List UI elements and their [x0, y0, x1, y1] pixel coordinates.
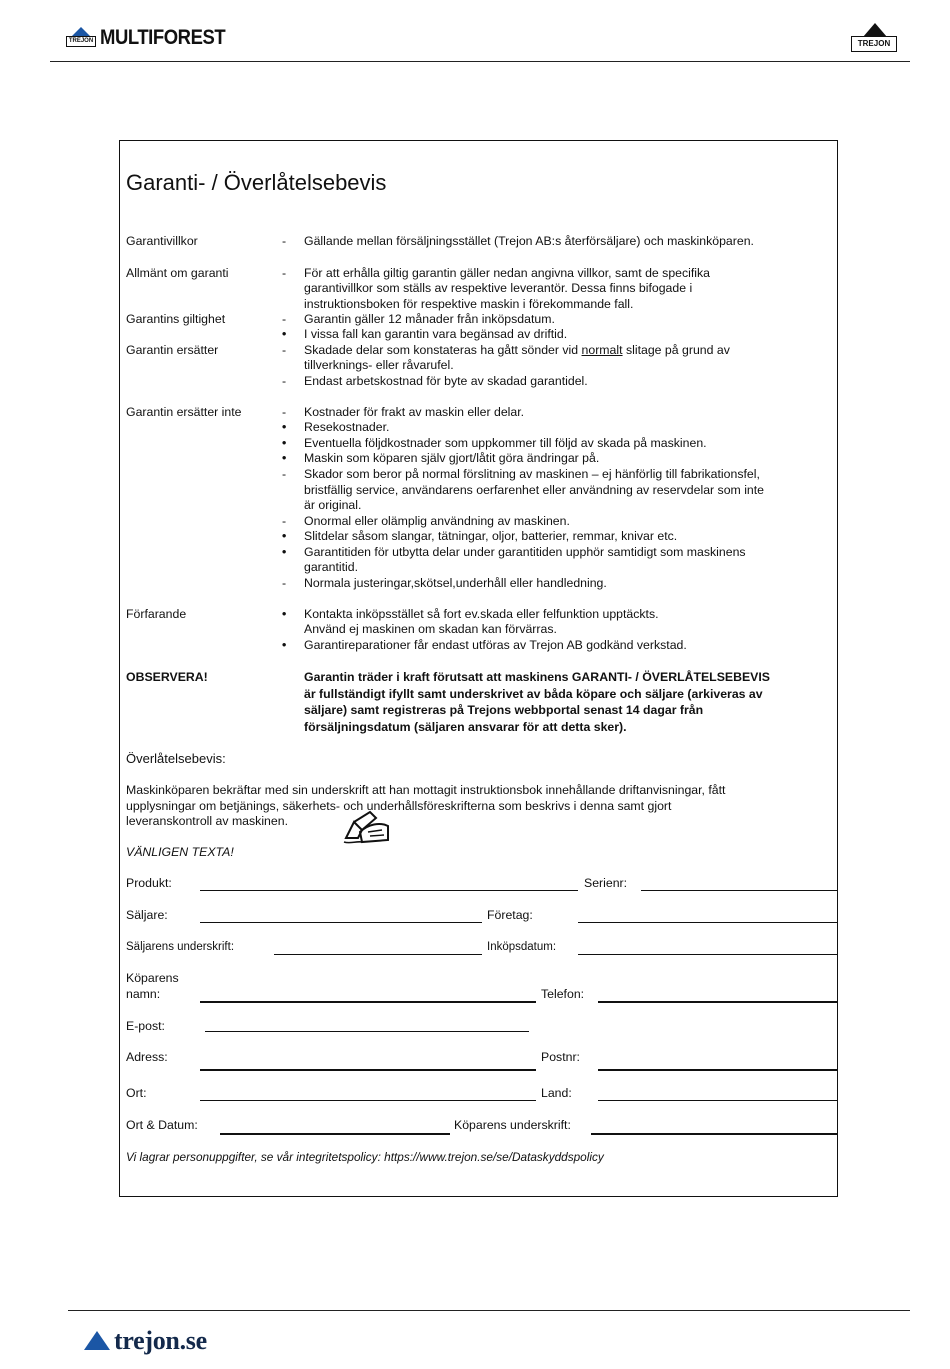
bullet: - — [282, 576, 287, 590]
list-item: instruktionsboken för respektive maskin i förekommande fall. — [304, 297, 634, 311]
epost-field[interactable] — [205, 1031, 529, 1032]
field-label-ort-datum: Ort & Datum: — [126, 1118, 198, 1132]
bullet: - — [282, 405, 287, 419]
field-label-ort: Ort: — [126, 1086, 147, 1100]
section-label-allmant: Allmänt om garanti — [126, 266, 229, 280]
bullet: • — [282, 545, 287, 559]
page-title: Garanti- / Överlåtelsebevis — [126, 170, 387, 195]
list-item: bristfällig service, användarens oerfarenhet eller användning av reservdelar som inte — [304, 483, 765, 497]
list-item: Garantin gäller 12 månader från inköpsdatum. — [304, 312, 555, 326]
list-item: Använd ej maskinen om skadan kan förvärras. — [304, 622, 557, 636]
list-item: Kontakta inköpsstället så fort ev.skada eller felfunktion upptäckts. — [304, 607, 659, 621]
list-item: Skador som beror på normal förslitning av maskinen – ej hänförlig till fabrikationsfel, — [304, 467, 760, 481]
bullet: • — [282, 327, 287, 341]
list-item: Eventuella följdkostnader som uppkommer till följd av skada på maskinen. — [304, 436, 707, 450]
trejon-logo-icon: TREJON — [850, 23, 898, 55]
field-label-land: Land: — [541, 1086, 572, 1100]
field-label-foretag: Företag: — [487, 908, 533, 922]
field-label-telefon: Telefon: — [541, 987, 585, 1001]
list-item: Kostnader för frakt av maskin eller delar. — [304, 405, 525, 419]
ort-field[interactable] — [200, 1100, 536, 1101]
section-label-forfarande: Förfarande — [126, 607, 187, 621]
bullet: - — [282, 514, 287, 528]
field-label-serienr: Serienr: — [584, 876, 628, 890]
saljarens-underskrift-field[interactable] — [274, 954, 482, 955]
list-item: För att erhålla giltig garantin gäller nedan angivna villkor, samt de specifika — [304, 266, 711, 280]
section-label-observera: OBSERVERA! — [126, 670, 208, 684]
bullet: - — [282, 312, 287, 326]
list-item: Onormal eller olämplig användning av maskinen. — [304, 514, 570, 528]
bullet: - — [282, 467, 287, 481]
postnr-field[interactable] — [598, 1069, 837, 1071]
list-item: Slitdelar såsom slangar, tätningar, oljor, batterier, remmar, knivar etc. — [304, 529, 678, 543]
trejon-badge-icon: TREJON — [66, 27, 96, 49]
inkopsdatum-field[interactable] — [578, 954, 837, 955]
section-label-ersatter: Garantin ersätter — [126, 343, 219, 357]
field-label-epost: E-post: — [126, 1019, 165, 1033]
trejon-triangle-icon — [84, 1331, 110, 1350]
list-item: garantivillkor som ställs av respektive leverantör. Dessa finns bifogade i — [304, 281, 693, 295]
list-item: Garantitiden för utbytta delar under garantitiden upphör samtidigt som maskinens — [304, 545, 746, 559]
field-label-produkt: Produkt: — [126, 876, 172, 890]
notice-line: är fullständigt ifyllt samt underskrivet av båda köpare och säljare (arkiveras av — [304, 687, 763, 701]
section-label-ersatter-inte: Garantin ersätter inte — [126, 405, 242, 419]
list-item: Maskin som köparen själv gjort/låtit göra ändringar på. — [304, 451, 600, 465]
field-label-saljarens-underskrift: Säljarens underskrift: — [126, 941, 235, 953]
field-label-koparens: Köparens — [126, 971, 179, 985]
field-label-adress: Adress: — [126, 1050, 168, 1064]
bullet: • — [282, 436, 287, 450]
list-item: Gällande mellan försäljningsstället (Trejon AB:s återförsäljare) och maskinköparen. — [304, 234, 754, 248]
section-label-giltighet: Garantins giltighet — [126, 312, 226, 326]
list-item: Normala justeringar,skötsel,underhåll eller handledning. — [304, 576, 607, 590]
koparens-namn-field[interactable] — [200, 1001, 536, 1003]
bullet: • — [282, 451, 287, 465]
bullet: • — [282, 420, 287, 434]
koparens-underskrift-field[interactable] — [591, 1133, 837, 1135]
bullet: • — [282, 638, 287, 652]
field-label-saljare: Säljare: — [126, 908, 168, 922]
field-label-koparens-underskrift: Köparens underskrift: — [454, 1118, 571, 1132]
bullet: • — [282, 529, 287, 543]
field-label-inkopsdatum: Inköpsdatum: — [487, 941, 557, 953]
field-label-postnr: Postnr: — [541, 1050, 580, 1064]
list-item: Garantireparationer får endast utföras av Trejon AB godkänd verkstad. — [304, 638, 687, 652]
bullet: • — [282, 607, 287, 621]
field-label-namn: namn: — [126, 987, 161, 1001]
section-label-garantivillkor: Garantivillkor — [126, 234, 198, 248]
notice-line: Garantin träder i kraft förutsatt att maskinens GARANTI- / ÖVERLÅTELSEBEVIS — [304, 670, 770, 684]
saljare-field[interactable] — [200, 922, 482, 923]
serienr-field[interactable] — [641, 890, 837, 891]
ort-datum-field[interactable] — [220, 1133, 450, 1135]
bullet: - — [282, 234, 287, 248]
transfer-text: Maskinköparen bekräftar med sin underskrift att han mottagit instruktionsbok innehållande driftanvisningar, fått — [126, 783, 726, 797]
produkt-field[interactable] — [200, 890, 578, 891]
list-item: Skadade delar som konstateras ha gått sönder vid normalt slitage på grund av — [304, 343, 730, 357]
list-item: Endast arbetskostnad för byte av skadad garantidel. — [304, 374, 588, 388]
transfer-text: leveranskontroll av maskinen. — [126, 814, 288, 828]
notice-line: försäljningsdatum (säljaren ansvarar för att detta sker). — [304, 720, 627, 734]
telefon-field[interactable] — [598, 1001, 837, 1003]
list-item: tillverknings- eller råvarufel. — [304, 358, 454, 372]
brand-name: MULTIFOREST — [100, 26, 226, 49]
handwriting-pen-icon — [340, 808, 394, 848]
list-item: garantitid. — [304, 560, 359, 574]
bullet: - — [282, 343, 287, 357]
footer-logo — [84, 1326, 207, 1356]
notice-line: säljare) samt registreras på Trejons webbportal senast 14 dagar från — [304, 703, 704, 717]
land-field[interactable] — [598, 1100, 837, 1101]
list-item: är original. — [304, 498, 362, 512]
bullet: - — [282, 374, 287, 388]
list-item: I vissa fall kan garantin vara begänsad av driftid. — [304, 327, 568, 341]
header-divider — [50, 61, 910, 62]
multiforest-logo — [66, 26, 242, 50]
transfer-heading: Överlåtelsebevis: — [126, 751, 226, 766]
foretag-field[interactable] — [578, 922, 837, 923]
privacy-note: Vi lagrar personuppgifter, se vår integritetspolicy: https://www.trejon.se/se/Dataskyddspolicy — [126, 1150, 604, 1164]
footer-site: trejon.se — [114, 1326, 207, 1355]
list-item: Resekostnader. — [304, 420, 390, 434]
bullet: - — [282, 266, 287, 280]
footer-divider — [68, 1310, 910, 1311]
please-print-note: VÄNLIGEN TEXTA! — [126, 845, 234, 859]
adress-field[interactable] — [200, 1069, 536, 1071]
transfer-text: upplysningar om betjänings, säkerhets- och underhållsföreskrifterna som beskrivs i denna samt gjort — [126, 799, 672, 813]
